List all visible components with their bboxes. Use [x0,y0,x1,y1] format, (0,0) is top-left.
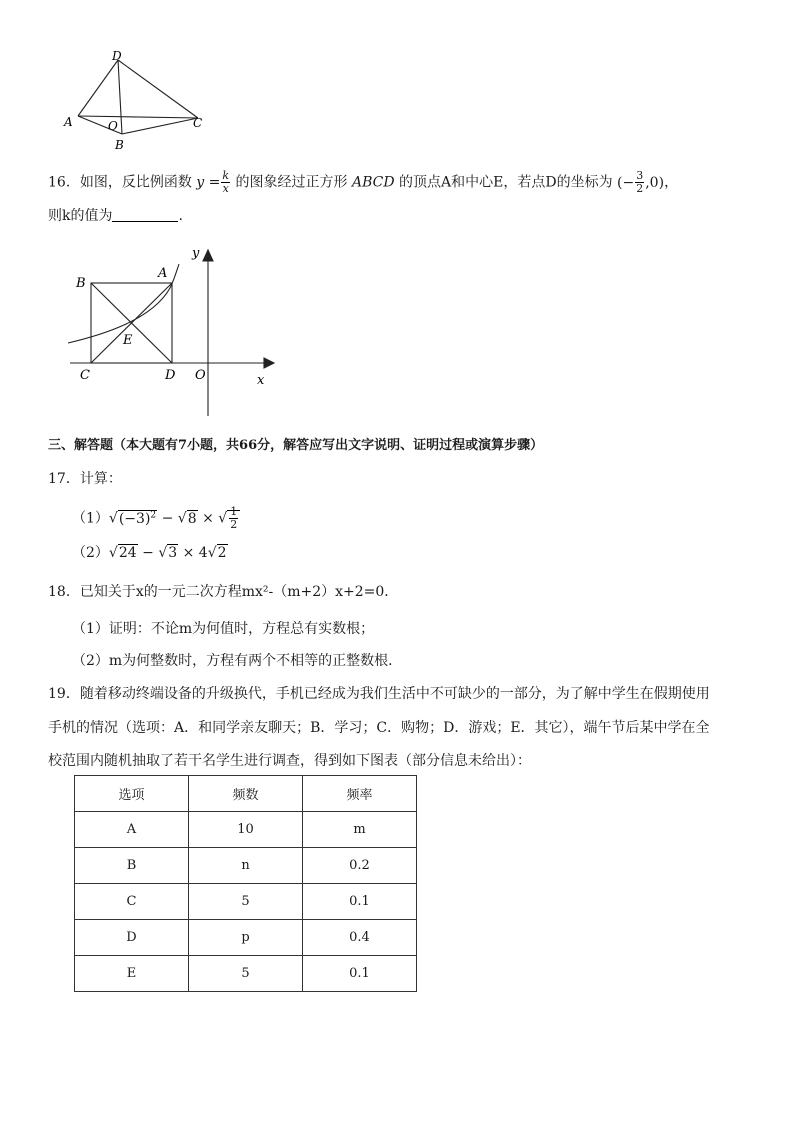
segment-DC [118,60,198,118]
question-19-line1: 19．随着移动终端设备的升级换代，手机已经成为我们生活中不可缺少的一部分，为了解中学生在假期使用 [48,686,710,702]
fraction-3-over-2: $\frac{3}{2}$ [636,169,644,195]
radicand-1: $(-3)^2$ [118,510,157,527]
part-label: （1） [72,510,109,527]
question-16-line2 [48,206,183,226]
frequency-table [74,775,417,992]
label-O: O [195,368,206,383]
question-17-part-2: （2）√24 − √3 × 4√2 [72,545,227,561]
segment-DA [78,60,118,116]
times-four: × 4 [178,545,208,561]
label-E: E [123,333,133,348]
times-sign: × [197,510,219,527]
label-A: A [158,266,168,281]
question-19-line3: 校范围内随机抽取了若干名学生进行调查，得到如下图表（部分信息未给出）： [48,753,531,769]
label-C: C [193,116,203,130]
q16-line2-text: 则k的值为 [48,208,113,224]
cell-rate: 0.4 [303,920,417,956]
minus-sign: − [157,510,178,527]
label-D: D [165,368,176,383]
figure-15-diagram [60,50,220,155]
cell-count: 5 [189,956,303,992]
q16-coordinate: (− $\frac{3}{2}$ ,0) [617,169,665,195]
radicand-fraction: $\frac{1}{2}$ [227,510,240,527]
label-A: A [64,115,73,129]
cell-rate: 0.2 [303,848,417,884]
question-17-header: 17．计算： [48,471,122,487]
header-option: 选项 [75,776,189,812]
segment-AC [78,116,198,118]
label-C: C [80,368,90,383]
label-x: x [257,373,265,388]
section-3-heading: 三、解答题（本大题有7小题，共66分，解答应写出文字说明、证明过程或演算步骤） [48,438,544,453]
y-axis-arrow [203,250,213,261]
radicand-2b: 2 [217,545,227,561]
radicand-24: 24 [118,545,137,561]
table-row [75,848,417,884]
question-17-part-1: $(1)√(-3)^2 - √8$ × √ $\frac{1}{2}$ [72,505,240,531]
question-18-part-2: （2）m为何整数时，方程有两个不相等的正整数根． [72,653,403,669]
radicand-2: 8 [187,510,197,527]
q16-text-b: 的图象经过正方形 [235,174,348,191]
table-row [75,956,417,992]
table-row [75,884,417,920]
q16-line2-end: . [178,208,183,224]
header-frequency-count: 频数 [189,776,303,812]
table-row [75,920,417,956]
cell-option: B [75,848,189,884]
label-y: y [192,246,200,261]
header-frequency-rate: 频率 [303,776,417,812]
x-axis-arrow [264,358,274,368]
cell-rate: m [303,812,417,848]
question-18-part-1: （1）证明：不论m为何值时，方程总有实数根； [72,621,375,637]
question-18-stem: 18．已知关于x的一元二次方程mx²-（m+2）x+2=0． [48,584,399,600]
answer-blank [112,207,178,222]
label-B: B [76,276,86,291]
segment-BC [122,118,198,134]
q16-y-eq: y = [196,174,221,191]
q16-text-a: 如图，反比例函数 [79,174,192,191]
cell-option: D [75,920,189,956]
label-D: D [112,50,122,63]
q16-text-c: 的顶点A和中心E，若点D的坐标为 [399,174,613,191]
table-header-row [75,776,417,812]
segment-DB [118,60,122,134]
question-16-line1 [48,170,678,195]
minus-sign: − [137,545,159,561]
cell-rate: 0.1 [303,884,417,920]
fraction-k-over-x: $\frac{k}{x}$ [222,169,230,195]
q16-abcd: ABCD [351,174,395,191]
cell-count: 5 [189,884,303,920]
label-B: B [115,138,124,152]
label-O: O [108,119,118,133]
question-19-line2: 手机的情况（选项：A．和同学亲友聊天；B．学习；C．购物；D．游戏；E．其它），端午节后某中学在全 [48,720,710,736]
cell-option: C [75,884,189,920]
radicand-3: 3 [168,545,178,561]
question-number: 16． [48,174,80,191]
cell-count: p [189,920,303,956]
cell-count: n [189,848,303,884]
cell-option: E [75,956,189,992]
table-row [75,812,417,848]
cell-option: A [75,812,189,848]
figure-16-diagram [62,240,282,420]
cell-count: 10 [189,812,303,848]
cell-rate: 0.1 [303,956,417,992]
part-label: （2） [72,545,109,561]
q16-end: ， [664,174,679,191]
